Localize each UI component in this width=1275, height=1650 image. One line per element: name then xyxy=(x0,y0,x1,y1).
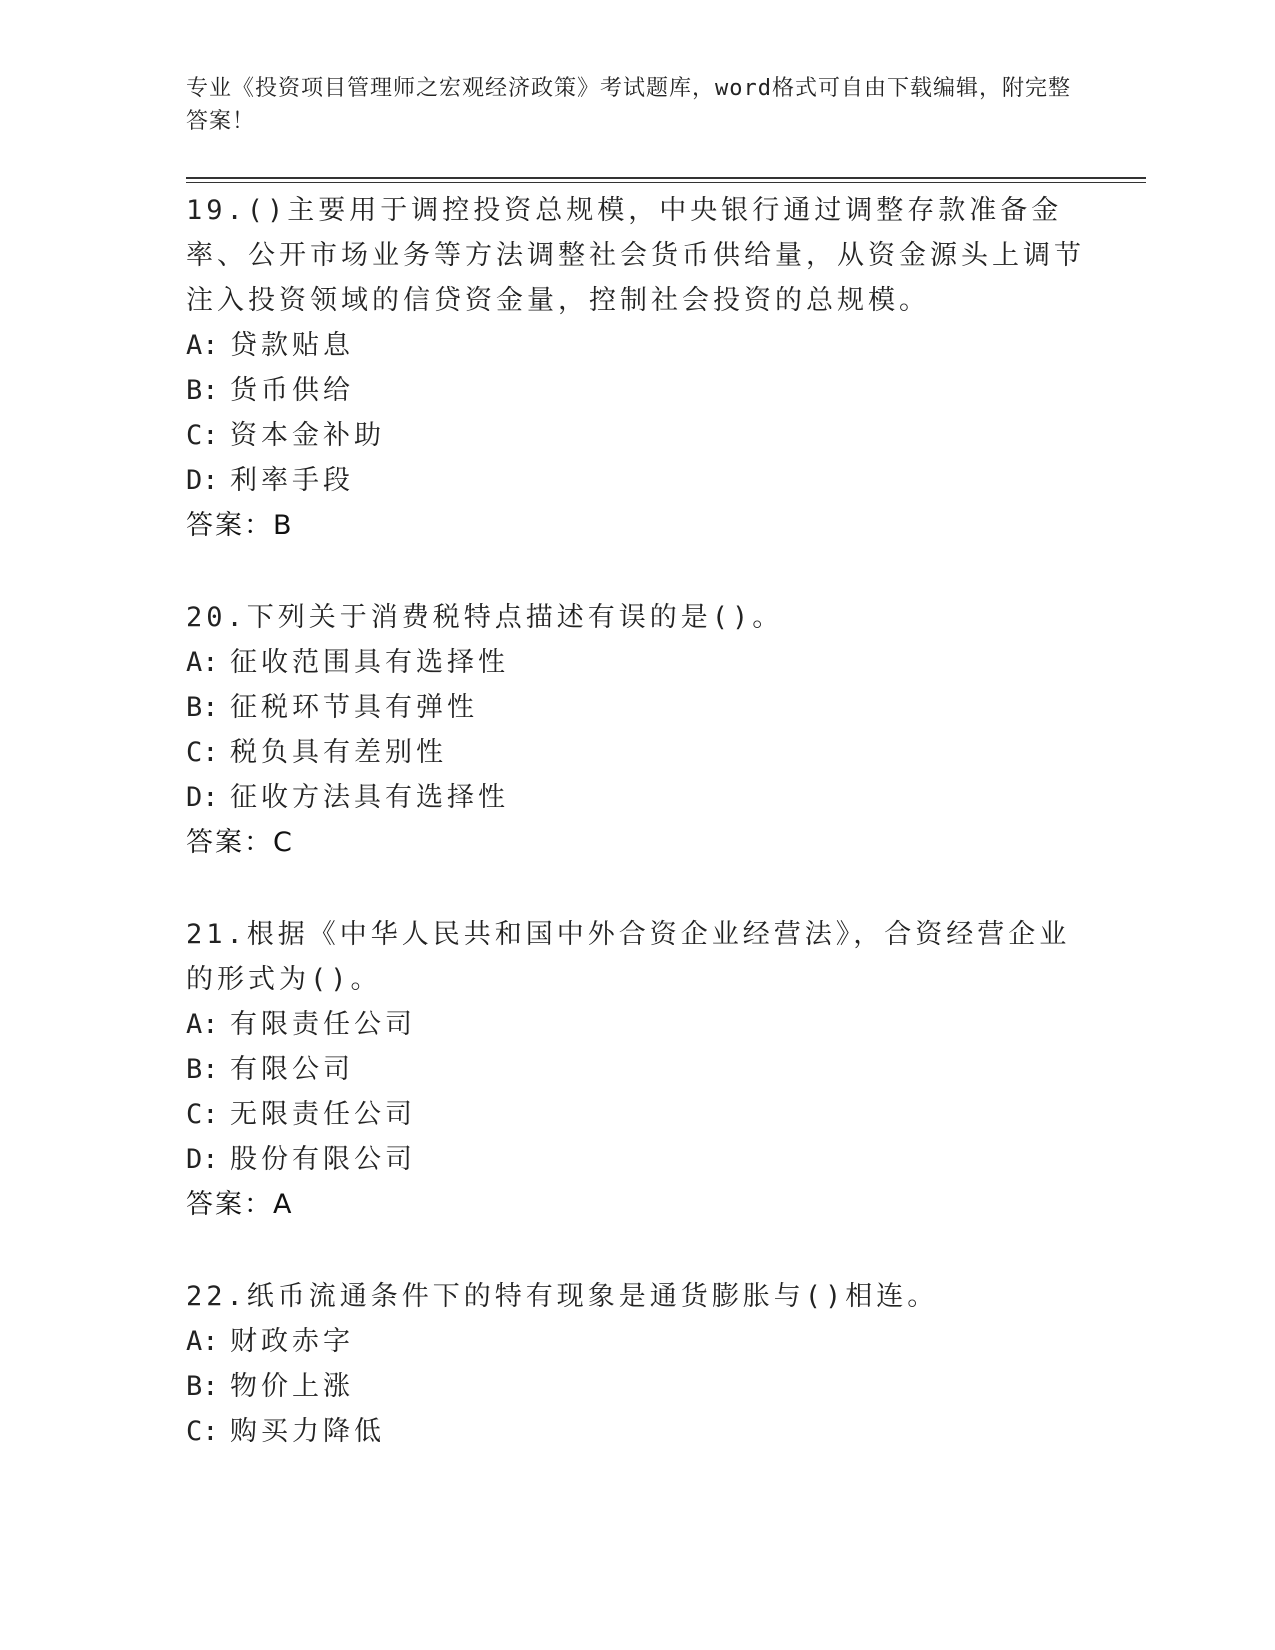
question-21 xyxy=(186,912,1086,1228)
question-list xyxy=(186,188,1086,1500)
option-d xyxy=(186,775,1086,820)
option-text: 利率手段 xyxy=(230,465,354,496)
option-key: A: xyxy=(186,1009,219,1040)
option-text: 货币供给 xyxy=(230,375,354,406)
option-text: 贷款贴息 xyxy=(230,330,354,361)
option-key: B: xyxy=(186,692,219,723)
option-key: D: xyxy=(186,465,219,496)
option-key: B: xyxy=(186,1054,219,1085)
question-stem: 21.根据《中华人民共和国中外合资企业经营法》，合资经营企业的形式为()。 xyxy=(186,919,1071,995)
option-b xyxy=(186,685,1086,730)
option-key: B: xyxy=(186,1371,219,1402)
question-22 xyxy=(186,1274,1086,1454)
option-key: A: xyxy=(186,647,219,678)
option-text: 税负具有差别性 xyxy=(230,737,447,768)
option-c xyxy=(186,730,1086,775)
option-text: 征收方法具有选择性 xyxy=(230,782,509,813)
option-key: C: xyxy=(186,420,219,451)
option-d xyxy=(186,1137,1086,1182)
option-b xyxy=(186,1364,1086,1409)
option-key: A: xyxy=(186,1326,219,1357)
option-text: 财政赤字 xyxy=(230,1326,354,1357)
option-key: C: xyxy=(186,737,219,768)
option-text: 征税环节具有弹性 xyxy=(230,692,478,723)
option-a xyxy=(186,1319,1086,1364)
question-stem: 19.()主要用于调控投资总规模，中央银行通过调整存款准备金率、公开市场业务等方法调整社会货币供给量，从资金源头上调节注入投资领域的信贷资金量，控制社会投资的总规模。 xyxy=(186,195,1085,316)
option-text: 有限公司 xyxy=(230,1054,354,1085)
question-stem: 20.下列关于消费税特点描述有误的是()。 xyxy=(186,602,784,633)
option-a xyxy=(186,640,1086,685)
option-key: D: xyxy=(186,1144,219,1175)
option-text: 有限责任公司 xyxy=(230,1009,416,1040)
option-text: 无限责任公司 xyxy=(230,1099,416,1130)
option-key: D: xyxy=(186,782,219,813)
option-a xyxy=(186,323,1086,368)
document-header: 专业《投资项目管理师之宏观经济政策》考试题库，word格式可自由下载编辑，附完整答案！ xyxy=(186,76,1071,134)
question-stem: 22.纸币流通条件下的特有现象是通货膨胀与()相连。 xyxy=(186,1281,939,1312)
header-divider-thick xyxy=(186,177,1146,179)
option-text: 购买力降低 xyxy=(230,1416,385,1447)
option-c xyxy=(186,1092,1086,1137)
option-text: 资本金补助 xyxy=(230,420,385,451)
option-key: A: xyxy=(186,330,219,361)
question-20 xyxy=(186,595,1086,866)
answer-line: 答案：A xyxy=(186,1189,294,1220)
option-b xyxy=(186,1047,1086,1092)
option-text: 征收范围具有选择性 xyxy=(230,647,509,678)
option-c xyxy=(186,413,1086,458)
option-text: 物价上涨 xyxy=(230,1371,354,1402)
option-b xyxy=(186,368,1086,413)
answer-line: 答案：B xyxy=(186,510,294,541)
option-d xyxy=(186,458,1086,503)
option-key: C: xyxy=(186,1416,219,1447)
option-a xyxy=(186,1002,1086,1047)
answer-line: 答案：C xyxy=(186,827,294,858)
header-divider-thin xyxy=(186,182,1146,183)
option-text: 股份有限公司 xyxy=(230,1144,416,1175)
option-key: C: xyxy=(186,1099,219,1130)
option-key: B: xyxy=(186,375,219,406)
option-c xyxy=(186,1409,1086,1454)
question-19 xyxy=(186,188,1086,549)
